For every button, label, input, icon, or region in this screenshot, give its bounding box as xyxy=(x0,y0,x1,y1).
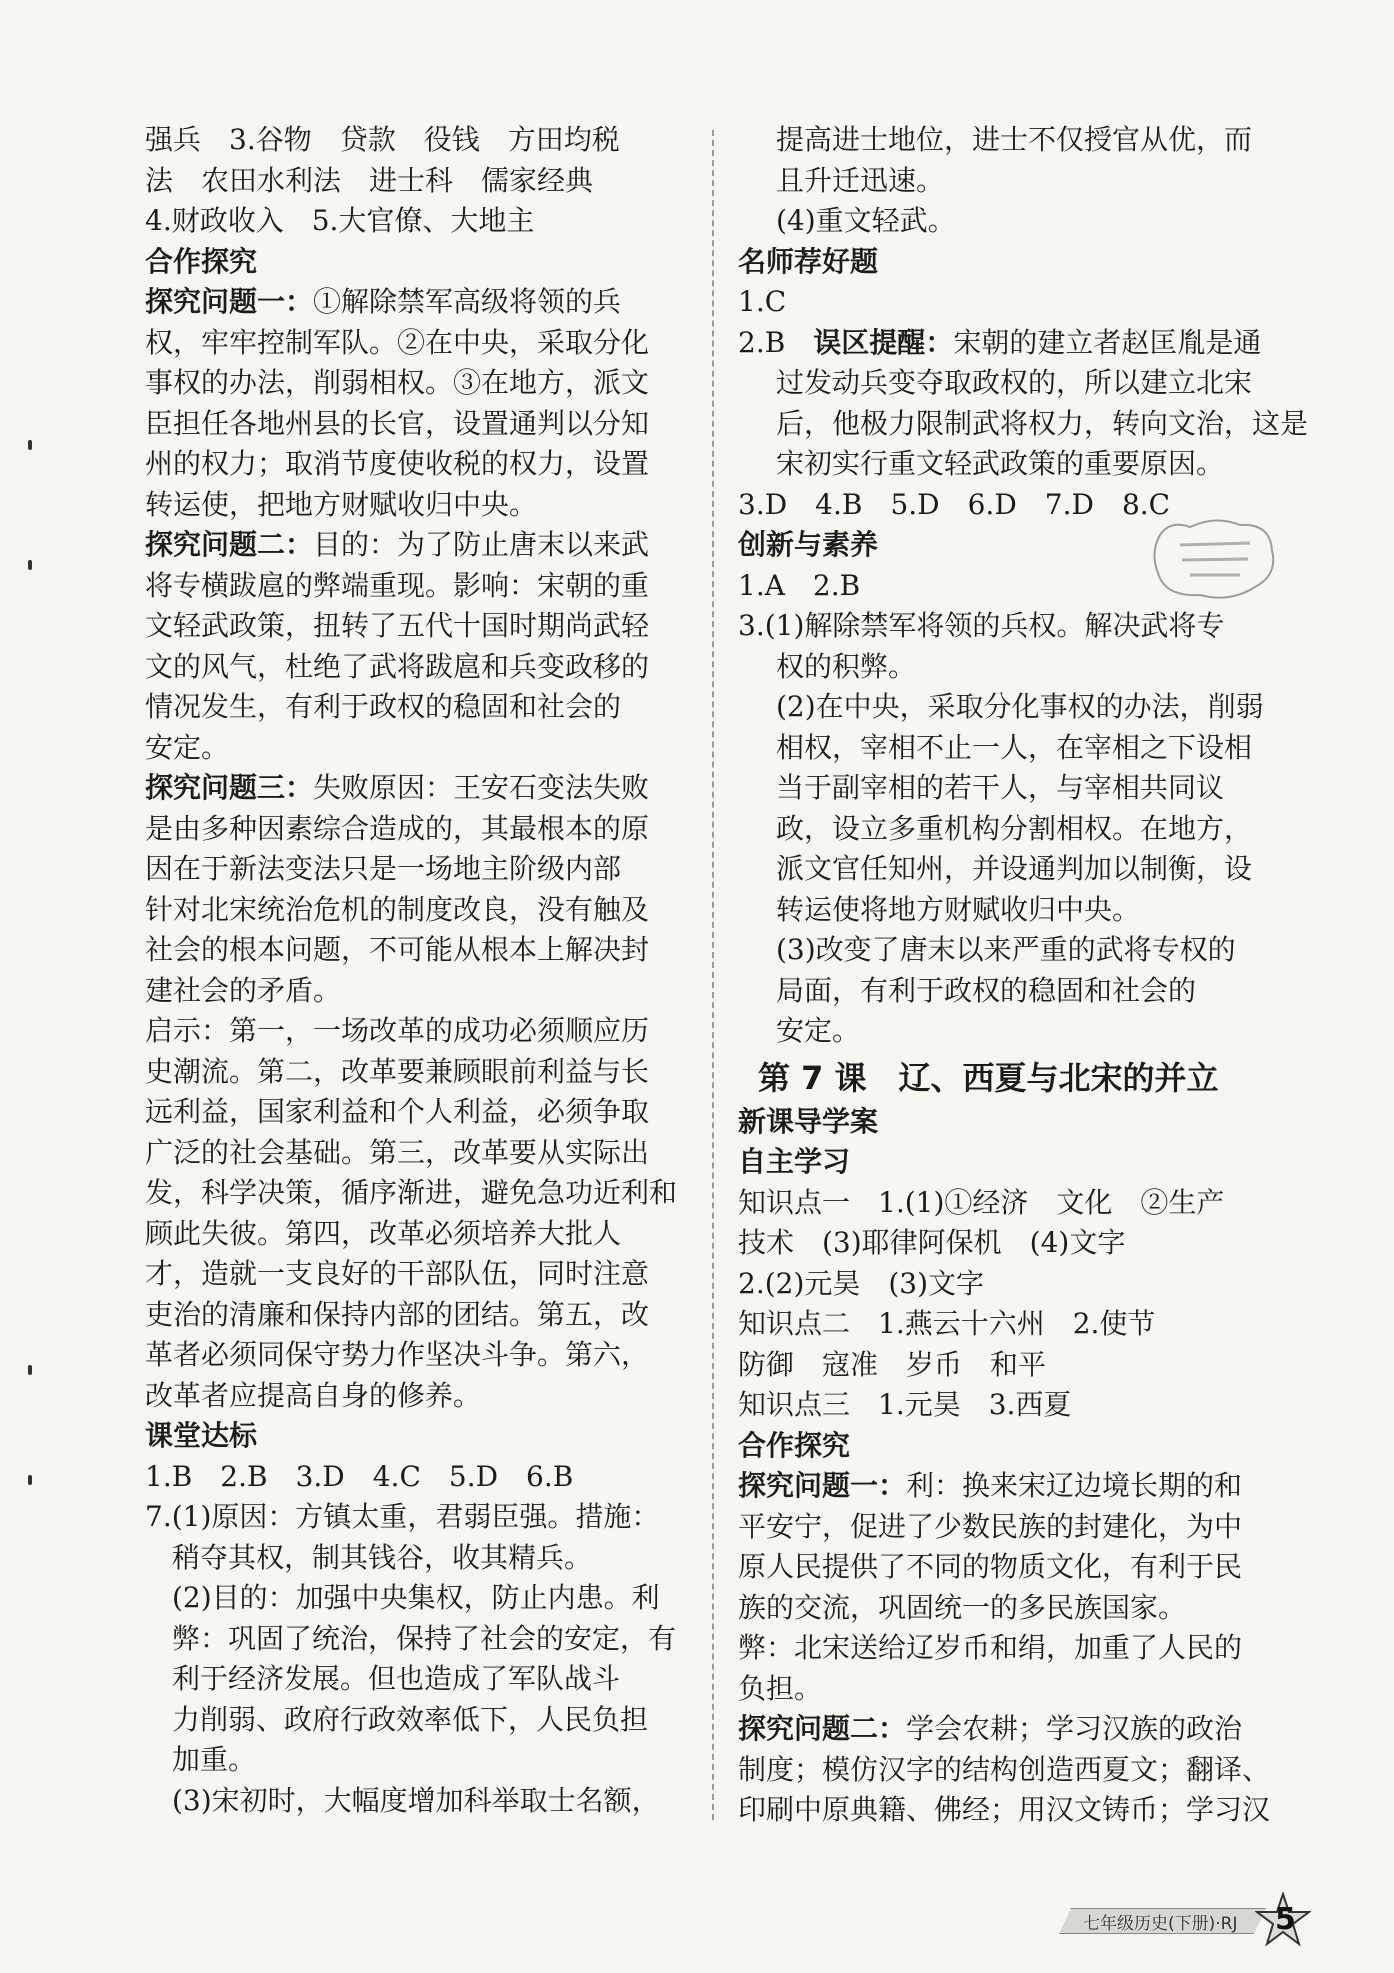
section-heading xyxy=(145,242,685,283)
line-text: 原人民提供了不同的物质文化，有利于民 xyxy=(738,1550,1243,1583)
column-divider xyxy=(712,130,714,1820)
line-text: 利：换来宋辽边境长期的和 xyxy=(906,1469,1243,1502)
text-line xyxy=(145,1173,685,1214)
line-text: 安定。 xyxy=(145,730,230,764)
line-text: 情况发生，有利于政权的稳固和社会的 xyxy=(145,690,622,723)
line-text: 负担。 xyxy=(738,1671,823,1705)
text-line xyxy=(738,1466,1283,1507)
text-line xyxy=(738,323,1283,364)
line-text: (2)在中央，采取分化事权的办法，削弱 xyxy=(776,690,1264,723)
question-label: 探究问题二： xyxy=(145,528,314,561)
text-line xyxy=(738,201,1283,242)
line-text: 强兵 3.谷物 贷款 役钱 方田均税 xyxy=(145,123,620,156)
section-heading xyxy=(145,1416,685,1457)
text-line xyxy=(738,1183,1283,1224)
line-text: 失败原因：王安石变法失败 xyxy=(313,771,650,804)
text-line xyxy=(145,768,685,809)
line-text: 州的权力；取消节度使收税的权力，设置 xyxy=(145,447,650,480)
text-line xyxy=(145,1011,685,1052)
text-line xyxy=(145,1740,685,1781)
text-line xyxy=(145,1335,685,1376)
margin-mark xyxy=(28,440,32,450)
line-text: 平安宁，促进了少数民族的封建化，为中 xyxy=(738,1509,1243,1543)
line-text: 革者必须同保守势力作坚决斗争。第六， xyxy=(145,1338,650,1371)
text-line xyxy=(738,809,1283,850)
text-line xyxy=(738,1588,1283,1629)
text-line xyxy=(145,363,685,404)
line-text: 学会农耕；学习汉族的政治 xyxy=(906,1712,1243,1745)
text-line xyxy=(145,1659,685,1700)
line-text: 宋初实行重文轻武政策的重要原因。 xyxy=(776,447,1225,480)
line-text: 权，牢牢控制军队。②在中央，采取分化 xyxy=(145,325,650,359)
text-line xyxy=(145,849,685,890)
text-line xyxy=(738,1385,1283,1426)
left-column xyxy=(145,120,685,1821)
text-line xyxy=(738,1669,1283,1710)
text-line xyxy=(145,161,685,202)
text-line xyxy=(145,444,685,485)
line-text: 宋朝的建立者赵匡胤是通 xyxy=(953,325,1262,359)
line-text: 后，他极力限制武将权力，转向文治，这是 xyxy=(776,406,1309,440)
line-text: 相权，宰相不止一人，在宰相之下设相 xyxy=(776,730,1253,764)
line-text: 是由多种因素综合造成的，其最根本的原 xyxy=(145,811,650,845)
text-line xyxy=(145,1781,685,1822)
line-text: 知识点一 1.(1)①经济 文化 ②生产 xyxy=(738,1185,1225,1219)
text-line xyxy=(738,606,1283,647)
line-text: 1.A 2.B xyxy=(738,568,861,602)
text-line xyxy=(738,120,1283,161)
line-text: 新课导学案 xyxy=(738,1104,879,1138)
text-line xyxy=(738,1709,1283,1750)
line-text: 创新与素养 xyxy=(738,528,879,561)
text-line xyxy=(145,930,685,971)
text-line xyxy=(145,323,685,364)
page-footer xyxy=(1065,1900,1310,1940)
tip-label: 误区提醒： xyxy=(813,325,954,359)
line-text: 弊：北宋送给辽岁币和绢，加重了人民的 xyxy=(738,1631,1243,1664)
text-line xyxy=(145,1619,685,1660)
line-text: 2.B xyxy=(738,325,814,359)
page-number: 5 xyxy=(1275,1902,1296,1937)
text-line xyxy=(738,1304,1283,1345)
text-line xyxy=(738,849,1283,890)
line-text: (3)改变了唐末以来严重的武将专权的 xyxy=(776,933,1236,966)
line-text: 7.(1)原因：方镇太重，君弱臣强。措施： xyxy=(145,1500,660,1533)
line-text: 转运使，把地方财赋收归中央。 xyxy=(145,487,538,521)
line-text: 课堂达标 xyxy=(145,1419,258,1452)
text-line xyxy=(145,282,685,323)
text-line xyxy=(738,161,1283,202)
text-line xyxy=(738,1223,1283,1264)
line-text: 政，设立多重机构分割相权。在地方， xyxy=(776,811,1253,845)
text-line xyxy=(145,1295,685,1336)
line-text: 知识点二 1.燕云十六州 2.使节 xyxy=(738,1307,1156,1340)
section-heading xyxy=(738,242,1283,283)
line-text: 法 农田水利法 进士科 儒家经典 xyxy=(145,163,594,197)
right-column xyxy=(738,120,1309,1831)
line-text: 第 7 课 辽、西夏与北宋的并立 xyxy=(758,1058,1219,1097)
text-line xyxy=(738,1507,1283,1548)
text-line xyxy=(738,1547,1283,1588)
line-text: 目的：为了防止唐末以来武 xyxy=(313,528,650,561)
line-text: 因在于新法变法只是一场地主阶级内部 xyxy=(145,852,622,885)
text-line xyxy=(145,1700,685,1741)
text-line xyxy=(145,606,685,647)
line-text: 建社会的矛盾。 xyxy=(145,973,342,1007)
lesson-title xyxy=(758,1056,1283,1100)
line-text: 改革者应提高自身的修养。 xyxy=(145,1378,482,1412)
text-line xyxy=(145,404,685,445)
line-text: 名师荐好题 xyxy=(738,244,879,278)
text-line xyxy=(145,485,685,526)
text-line xyxy=(738,1628,1283,1669)
text-line xyxy=(145,525,685,566)
line-text: 制度；模仿汉字的结构创造西夏文；翻译、 xyxy=(738,1752,1271,1786)
line-text: 弊：巩固了统治，保持了社会的安定，有 xyxy=(172,1621,677,1655)
text-line xyxy=(145,1457,685,1498)
section-heading xyxy=(738,1142,1283,1183)
line-text: 稍夺其权，制其钱谷，收其精兵。 xyxy=(172,1540,593,1574)
question-label: 探究问题一： xyxy=(738,1469,907,1502)
line-text: 派文官任知州，并设通判加以制衡，设 xyxy=(776,852,1253,885)
line-text: 吏治的清廉和保持内部的团结。第五，改 xyxy=(145,1297,650,1331)
line-text: 提高进士地位，进士不仅授官从优，而 xyxy=(776,123,1253,156)
text-line xyxy=(738,1790,1283,1831)
text-line xyxy=(145,890,685,931)
line-text: (4)重文轻武。 xyxy=(776,204,956,237)
text-line xyxy=(738,768,1283,809)
text-line xyxy=(145,566,685,607)
line-text: (3)宋初时，大幅度增加科举取士名额， xyxy=(172,1783,660,1817)
footer-label: 七年级历史(下册)·RJ xyxy=(1083,1914,1238,1934)
line-text: 社会的根本问题，不可能从根本上解决封 xyxy=(145,933,650,966)
line-text: 将专横跋扈的弊端重现。影响：宋朝的重 xyxy=(145,568,650,602)
text-line xyxy=(738,404,1309,445)
line-text: (2)目的：加强中央集权，防止内患。利 xyxy=(172,1581,660,1614)
line-text: 知识点三 1.元昊 3.西夏 xyxy=(738,1388,1072,1421)
text-line xyxy=(738,1264,1283,1305)
text-line xyxy=(145,201,685,242)
text-line xyxy=(145,1578,685,1619)
text-line xyxy=(145,1538,685,1579)
line-text: 3.D 4.B 5.D 6.D 7.D 8.C xyxy=(738,487,1171,521)
line-text: 过发动兵变夺取政权的，所以建立北宋 xyxy=(776,366,1253,399)
margin-mark xyxy=(28,560,32,570)
text-line xyxy=(738,930,1283,971)
text-line xyxy=(738,282,1283,323)
line-text: 文轻武政策，扭转了五代十国时期尚武轻 xyxy=(145,609,650,642)
line-text: ①解除禁军高级将领的兵 xyxy=(313,285,622,318)
line-text: 局面，有利于政权的稳固和社会的 xyxy=(776,973,1197,1007)
line-text: 族的交流，巩固统一的多民族国家。 xyxy=(738,1590,1187,1624)
line-text: 合作探究 xyxy=(145,244,258,278)
stamp-graphic xyxy=(1150,515,1280,605)
text-line xyxy=(738,971,1283,1012)
line-text: 顾此失彼。第四，改革必须培养大批人 xyxy=(145,1216,622,1250)
text-line xyxy=(738,363,1283,404)
text-line xyxy=(145,728,685,769)
text-line xyxy=(145,647,685,688)
text-line xyxy=(738,728,1283,769)
text-line xyxy=(145,1254,685,1295)
section-heading xyxy=(738,1102,1283,1143)
text-line xyxy=(145,809,685,850)
line-text: 技术 (3)耶律阿保机 (4)文字 xyxy=(738,1226,1126,1259)
line-text: 才，造就一支良好的干部队伍，同时注意 xyxy=(145,1257,650,1290)
line-text: 转运使将地方财赋收归中央。 xyxy=(776,892,1141,926)
line-text: 3.(1)解除禁军将领的兵权。解决武将专 xyxy=(738,609,1225,642)
line-text: 2.(2)元昊 (3)文字 xyxy=(738,1266,985,1300)
text-line xyxy=(145,1052,685,1093)
line-text: 4.财政收入 5.大官僚、大地主 xyxy=(145,204,535,237)
line-text: 发，科学决策，循序渐进，避免急功近利和 xyxy=(145,1176,678,1209)
line-text: 1.C xyxy=(738,285,787,318)
text-line xyxy=(145,1214,685,1255)
text-line xyxy=(145,120,685,161)
text-line xyxy=(738,1750,1283,1791)
line-text: 权的积弊。 xyxy=(776,649,917,683)
section-heading xyxy=(738,1426,1283,1467)
line-text: 力削弱、政府行政效率低下，人民负担 xyxy=(172,1702,649,1736)
text-line xyxy=(145,1497,685,1538)
text-line xyxy=(145,971,685,1012)
line-text: 当于副宰相的若干人，与宰相共同议 xyxy=(776,771,1225,804)
text-line xyxy=(738,890,1283,931)
line-text: 事权的办法，削弱相权。③在地方，派文 xyxy=(145,366,650,399)
text-line xyxy=(145,687,685,728)
line-text: 1.B 2.B 3.D 4.C 5.D 6.B xyxy=(145,1459,574,1493)
line-text: 针对北宋统治危机的制度改良，没有触及 xyxy=(145,892,650,926)
text-line xyxy=(738,687,1283,728)
line-text: 利于经济发展。但也造成了军队战斗 xyxy=(172,1662,621,1695)
question-label: 探究问题一： xyxy=(145,285,314,318)
line-text: 防御 寇准 岁币 和平 xyxy=(738,1347,1047,1381)
text-line xyxy=(145,1092,685,1133)
margin-mark xyxy=(28,1475,32,1485)
text-line xyxy=(738,1345,1283,1386)
text-line xyxy=(738,444,1283,485)
text-line xyxy=(738,1011,1283,1052)
question-label: 探究问题二： xyxy=(738,1712,907,1745)
line-text: 臣担任各地州县的长官，设置通判以分知 xyxy=(145,406,650,440)
line-text: 安定。 xyxy=(776,1014,861,1047)
line-text: 自主学习 xyxy=(738,1145,851,1178)
question-label: 探究问题三： xyxy=(145,771,314,804)
line-text: 史潮流。第二，改革要兼顾眼前利益与长 xyxy=(145,1054,650,1088)
text-line xyxy=(145,1133,685,1174)
text-line xyxy=(738,647,1283,688)
line-text: 远利益，国家利益和个人利益，必须争取 xyxy=(145,1095,650,1128)
line-text: 文的风气，杜绝了武将跋扈和兵变政移的 xyxy=(145,649,650,683)
line-text: 印刷中原典籍、佛经；用汉文铸币；学习汉 xyxy=(738,1793,1271,1826)
line-text: 且升迁迅速。 xyxy=(776,163,945,197)
line-text: 合作探究 xyxy=(738,1428,851,1462)
text-line xyxy=(145,1376,685,1417)
line-text: 加重。 xyxy=(172,1743,257,1776)
line-text: 启示：第一，一场改革的成功必须顺应历 xyxy=(145,1014,650,1047)
line-text: 广泛的社会基础。第三，改革要从实际出 xyxy=(145,1135,650,1169)
margin-mark xyxy=(28,1365,32,1375)
